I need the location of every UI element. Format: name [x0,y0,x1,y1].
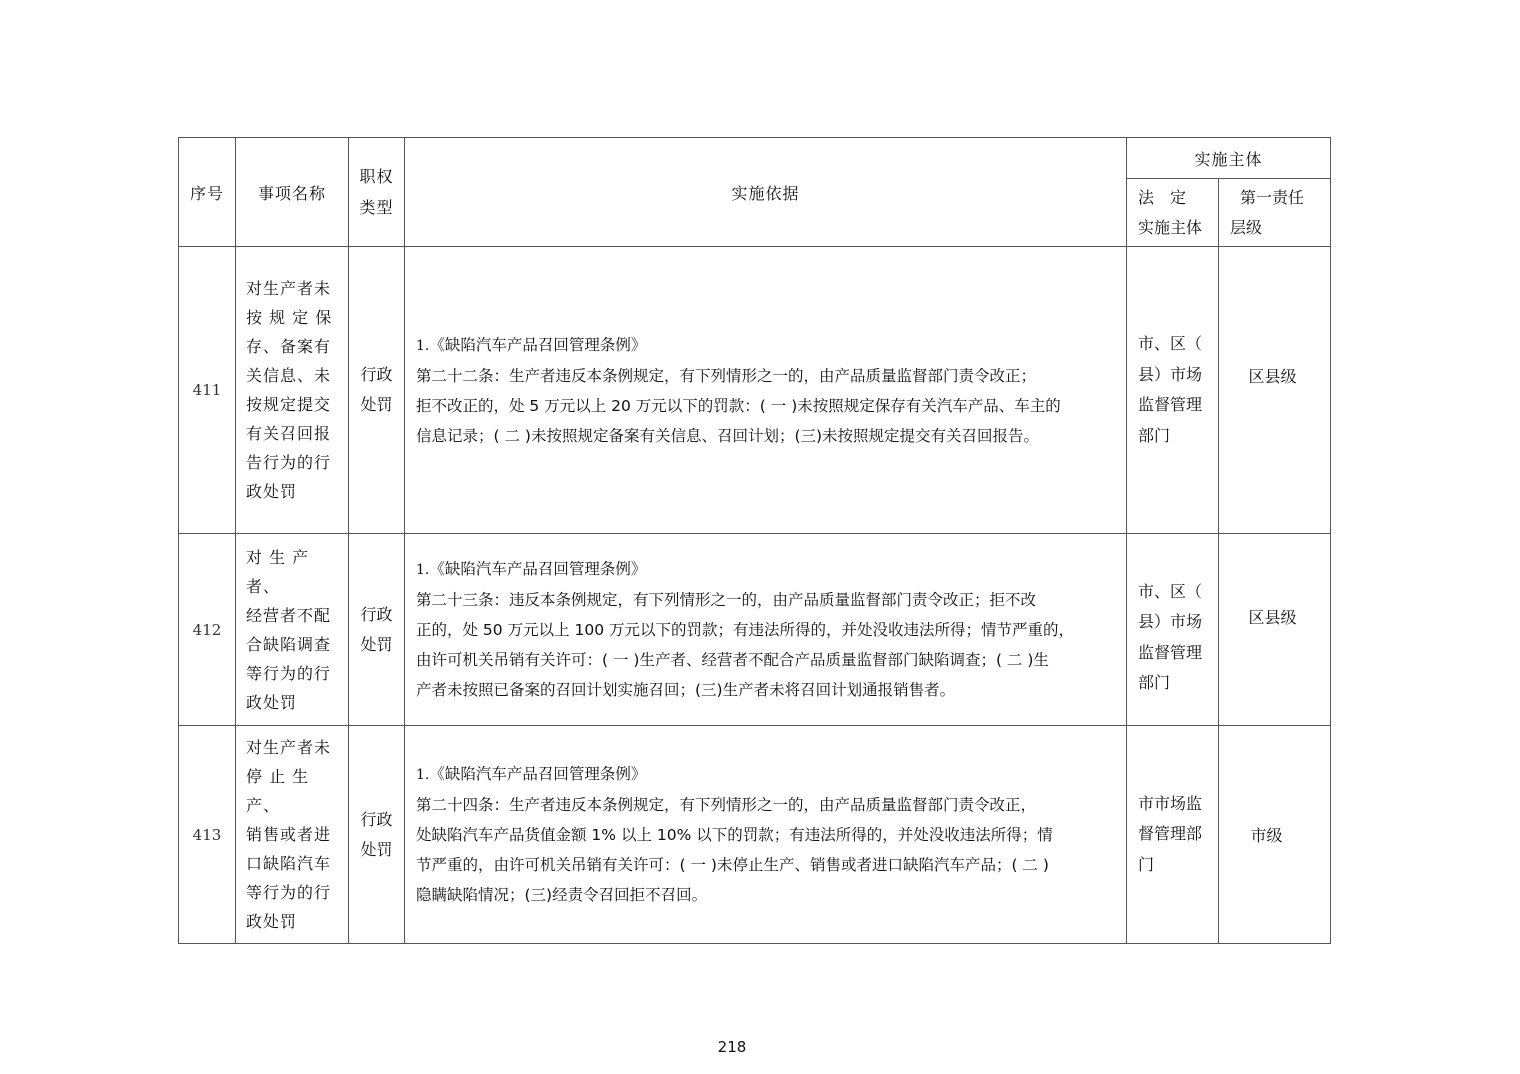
subject-line: 监督管理 [1138,395,1203,414]
basis-line: 产者未按照已备案的召回计划实施召回；(三)生产者未将召回计划通报销售者。 [416,681,956,699]
law-title-text: 《缺陷汽车产品召回管理条例》 [429,335,647,354]
type-line: 行政 [360,604,393,624]
header-subject: 实施主体 [1127,138,1331,179]
header-legal-subject-line2: 实施主体 [1138,217,1203,237]
page-number: 218 [717,1038,747,1056]
type-line: 处罚 [360,634,393,654]
law-title [416,330,1116,361]
basis-line: 第二十四条：生产者违反本条例规定，有下列情形之一的，由产品质量监督部门责令改正， [416,796,1037,814]
name-line: 合缺陷调查 [246,634,332,654]
name-line: 告行为的行 [246,453,332,472]
name-line: 政处罚 [246,482,298,501]
row-power-type [349,247,405,534]
row-basis [405,534,1127,726]
subject-line: 门 [1138,854,1155,874]
level-text: 区县级 [1248,608,1297,627]
header-first-resp-line1: 第一责任 [1240,187,1305,207]
name-line: 关信息、未 [246,366,332,385]
name-line: 等行为的行 [246,883,332,902]
name-line: 有关召回报 [246,424,332,443]
row-item-name [236,247,349,534]
name-line: 政处罚 [246,692,298,712]
name-line: 等行为的行 [246,663,332,683]
type-line: 行政 [360,365,393,384]
row-item-name [236,726,349,944]
basis-line: 正的，处 50 万元以上 100 万元以下的罚款；有违法所得的，并处没收违法所得；情节严重的， [416,621,1075,639]
law-number: 1. [416,562,430,578]
row-power-type [349,726,405,944]
name-line: 对 生 产 者、 [246,547,310,596]
row-seq: 413 [179,726,236,944]
law-number: 1. [416,337,430,354]
subject-line: 督管理部 [1138,824,1203,844]
basis-line: 第二十二条：生产者违反本条例规定，有下列情形之一的，由产品质量监督部门责令改正； [416,366,1037,385]
subject-line: 市、区（ [1138,581,1203,601]
name-line: 按规定提交 [246,395,332,414]
row-basis [405,247,1127,534]
basis-line: 信息记录；( 二 )未按照规定备案有关信息、召回计划；(三)未按照规定提交有关召回报告。 [416,426,1040,445]
subject-line: 市、区（ [1138,334,1203,353]
basis-line: 处缺陷汽车产品货值金额 1% 以上 10% 以下的罚款；有违法所得的，并处没收违法所得；情 [416,826,1053,844]
subject-line: 市市场监 [1138,793,1203,813]
header-power-type-line2: 类型 [359,198,394,217]
type-line: 处罚 [360,395,393,414]
basis-line: 隐瞒缺陷情况；(三)经责令召回拒不召回。 [416,886,708,904]
type-line: 行政 [360,809,393,829]
name-line: 经营者不配 [246,605,332,625]
row-legal-subject [1127,726,1219,944]
header-seq: 序号 [179,138,236,247]
header-basis: 实施依据 [405,138,1127,247]
subject-line: 监督管理 [1138,642,1203,662]
row-legal-subject [1127,534,1219,726]
name-line: 停 止 生 产、 [246,767,310,815]
row-responsibility-level [1219,247,1331,534]
level-text: 区县级 [1248,366,1297,386]
subject-line: 部门 [1138,673,1171,692]
basis-line: 由许可机关吊销有关许可：( 一 )生产者、经营者不配合产品质量监督部门缺陷调查；( 二 )生 [416,651,1049,669]
header-power-type-line1: 职权 [359,167,394,186]
table-row [179,534,1331,726]
header-first-responsibility [1219,179,1331,247]
name-line: 销售或者进 [246,825,332,844]
row-seq: 412 [179,534,236,726]
name-line: 按 规 定 保 [246,308,333,327]
row-legal-subject [1127,247,1219,534]
row-responsibility-level [1219,534,1331,726]
table-row [179,247,1331,534]
row-power-type [349,534,405,726]
row-seq: 411 [179,247,236,534]
level-text: 市级 [1250,826,1283,845]
law-title-text: 《缺陷汽车产品召回管理条例》 [429,765,647,783]
header-legal-subject [1127,179,1219,247]
name-line: 对生产者未 [246,738,332,757]
name-line: 政处罚 [246,912,298,931]
name-line: 存、备案有 [246,337,332,356]
basis-line: 节严重的，由许可机关吊销有关许可：( 一 )未停止生产、销售或者进口缺陷汽车产品；( 二 ) [416,856,1049,874]
law-title [416,554,1116,585]
law-title-text: 《缺陷汽车产品召回管理条例》 [429,560,647,578]
header-legal-subject-line1: 法 定 [1138,187,1187,207]
subject-line: 县）市场 [1138,364,1203,384]
row-basis [405,726,1127,944]
name-line: 对生产者未 [246,279,332,298]
power-list-table [178,137,1331,944]
basis-line: 第二十三条：违反本条例规定，有下列情形之一的，由产品质量监督部门责令改正；拒不改 [416,591,1037,609]
table-row [179,726,1331,944]
row-responsibility-level [1219,726,1331,944]
name-line: 口缺陷汽车 [246,854,332,873]
basis-line: 拒不改正的，处 5 万元以上 20 万元以下的罚款：( 一 )未按照规定保存有关汽车产品、车主的 [416,396,1061,415]
subject-line: 县）市场 [1138,612,1203,631]
type-line: 处罚 [360,839,393,859]
header-first-resp-line2: 层级 [1230,217,1263,237]
header-power-type [349,138,405,247]
law-title [416,759,1116,790]
subject-line: 部门 [1138,425,1171,445]
header-item-name: 事项名称 [236,138,349,247]
law-number: 1. [416,767,430,783]
row-item-name [236,534,349,726]
